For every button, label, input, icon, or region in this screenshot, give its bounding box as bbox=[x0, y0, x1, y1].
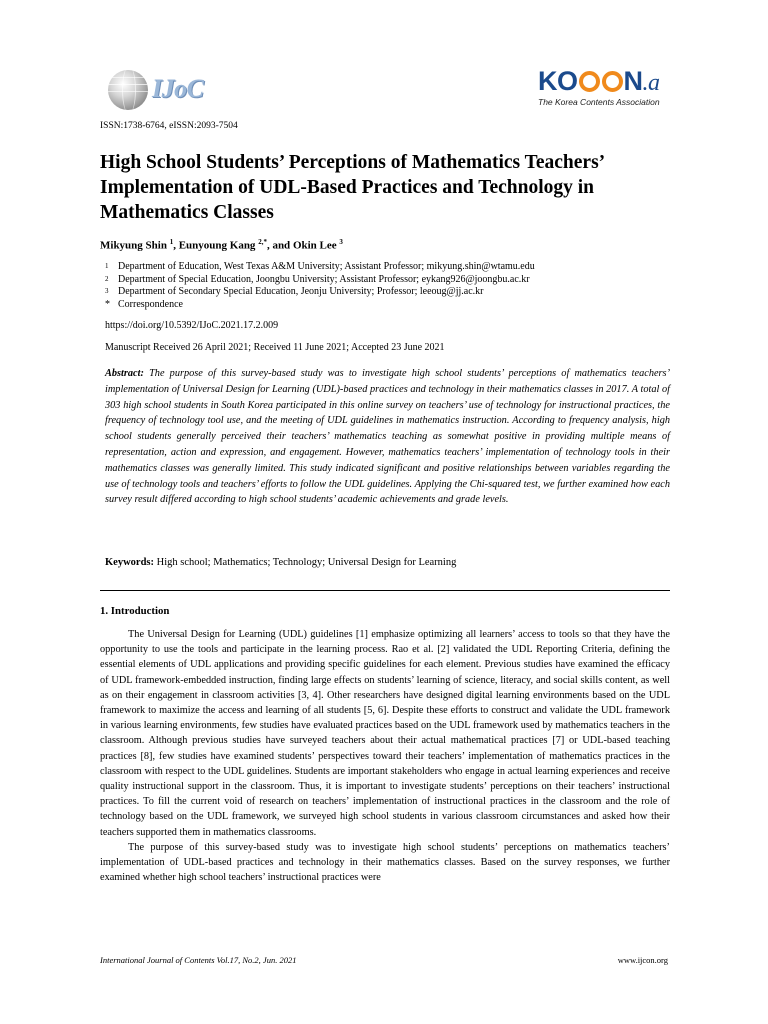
section-heading: 1. Introduction bbox=[100, 605, 170, 617]
author-name: Mikyung Shin bbox=[100, 239, 167, 252]
abstract-text: The purpose of this survey-based study was to investigate high school students’ perceptions of mathematics teachers’ implementation of Universal Design for Learning (UDL)-based practices and technology in their mathematics classes in 2017. A total of 303 high school students in South Korea participated in this online survey on teachers’ use of technology for instructional practices, the frequency of technology tool use, and the meeting of UDL guidelines in mathematics instruction. According to frequency analysis, high school students generally perceived their teachers’ mathematics teaching as somewhat positive in providing multiple means of representation, action and expression, and engagement. However, mathematics teachers’ implementation of technology tools in their mathematics classes was generally limited. This study indicated significant and positive relationships between variables regarding the use of technology tools and teachers’ efforts to follow the UDL guidelines. Applying the Chi-squared test, we further examined how each survey result differed according to high school students’ academic achievements and grade levels. bbox=[105, 368, 670, 506]
affiliation bbox=[105, 299, 535, 312]
affiliation bbox=[105, 274, 535, 287]
author-mark: 2,* bbox=[258, 238, 267, 246]
author-mark: 1 bbox=[169, 238, 174, 246]
affiliation-text: Correspondence bbox=[118, 298, 183, 310]
footer-website[interactable]: www.ijcon.org bbox=[617, 955, 668, 965]
keywords-text: High school; Mathematics; Technology; Universal Design for Learning bbox=[154, 557, 457, 568]
affiliations bbox=[105, 261, 535, 311]
paragraph: The Universal Design for Learning (UDL) guidelines [1] emphasize optimizing all learners’ access to tools so that they have the opportunity to use the tools and participate in the learning process. Rao et al. [2] validated the UDL Reporting Criteria, defining the essential elements of UDL applications and providing specific guidelines for each element. Previous studies have examined the efficacy of UDL framework-embedded instruction, finding large effects on students’ learning of science, literacy, and social skills content, as well as on their engagement in classroom activities [3, 4]. Other researchers have designed digital learning environments based on the UDL framework to maximize the access and learning of all students [5, 6]. Despite these efforts to construct and validate the UDL framework in various learning environments, few studies have evaluated practices based on the UDL framework used by mathematics teachers in the classroom. Although previous studies have surveyed teachers about their actual mathematical practices [7] or UDL-based teaching practices [8], few studies have examined students’ perspectives toward their teachers’ implementation of mathematics practices in the classroom with respect to the UDL guidelines. Students are important stakeholders who engage in actual learning experiences and receive quality instructional support in the classroom. Thus, it is important to investigate students’ perceptions on their teachers’ instructional practices. To fill the current void of research on teachers’ implementation of instructional practices in the classroom and the role of technology based on the UDL framework, we surveyed high school students in various classroom circumstances and asked how their teachers supported them in mathematics classrooms. bbox=[100, 629, 670, 838]
abstract bbox=[105, 366, 670, 508]
issn: ISSN:1738-6764, eISSN:2093-7504 bbox=[100, 121, 238, 131]
globe-icon bbox=[108, 70, 148, 110]
doi-link[interactable]: https://doi.org/10.5392/IJoC.2021.17.2.009 bbox=[105, 320, 279, 331]
abstract-label: Abstract: bbox=[105, 368, 144, 379]
keywords-label: Keywords: bbox=[105, 557, 154, 568]
kocon-logo bbox=[538, 66, 678, 112]
author-name: Eunyoung Kang bbox=[178, 239, 256, 252]
affiliation bbox=[105, 286, 535, 299]
ijoc-logo-text: IJoC bbox=[152, 74, 204, 103]
affiliation-num: 3 bbox=[105, 287, 109, 295]
authors bbox=[100, 238, 343, 252]
section-divider bbox=[100, 590, 670, 591]
kocon-prefix: KO bbox=[538, 66, 578, 96]
affiliation-text: Department of Secondary Special Education, Jeonju University; Professor; leeoug@jj.ac.kr bbox=[118, 286, 484, 297]
affiliation-text: Department of Education, West Texas A&M University; Assistant Professor; mikyung.shin@wtamu.edu bbox=[118, 261, 535, 272]
paragraph: The purpose of this survey-based study was to investigate high school students’ perceptions on mathematics teachers’ implementation of UDL-based practices and technology in their mathematics classes. Based on the survey responses, we further examined whether high school teachers’ instructional practices were bbox=[100, 841, 670, 884]
paper-title: High School Students’ Perceptions of Mathematics Teachers’ Implementation of UDL-Based Practices and Technology in Mathematics Classes bbox=[100, 152, 604, 223]
keywords bbox=[105, 557, 456, 568]
affiliation bbox=[105, 261, 535, 274]
ijoc-logo bbox=[100, 68, 225, 112]
ring-icon bbox=[579, 71, 600, 92]
footer-journal: International Journal of Contents Vol.17, No.2, Jun. 2021 bbox=[100, 955, 297, 965]
kocon-suffix-letters: N bbox=[623, 66, 643, 96]
ring-icon bbox=[602, 71, 623, 92]
affiliation-num: 2 bbox=[105, 274, 109, 283]
kocon-suffix: .a bbox=[642, 70, 660, 96]
affiliation-num: 1 bbox=[105, 262, 109, 270]
manuscript-dates: Manuscript Received 26 April 2021; Received 11 June 2021; Accepted 23 June 2021 bbox=[105, 342, 445, 353]
author-separator: , and bbox=[266, 239, 293, 252]
author-separator: , bbox=[173, 239, 179, 252]
affiliation-text: Department of Special Education, Joongbu University; Assistant Professor; eykang926@joongbu.ac.kr bbox=[118, 273, 530, 285]
author-name: Okin Lee bbox=[292, 239, 337, 252]
affiliation-num: * bbox=[105, 298, 110, 310]
kocon-wordmark bbox=[538, 66, 660, 98]
author-mark: 3 bbox=[339, 238, 343, 246]
kocon-tagline: The Korea Contents Association bbox=[538, 97, 660, 107]
body-text bbox=[100, 627, 670, 885]
